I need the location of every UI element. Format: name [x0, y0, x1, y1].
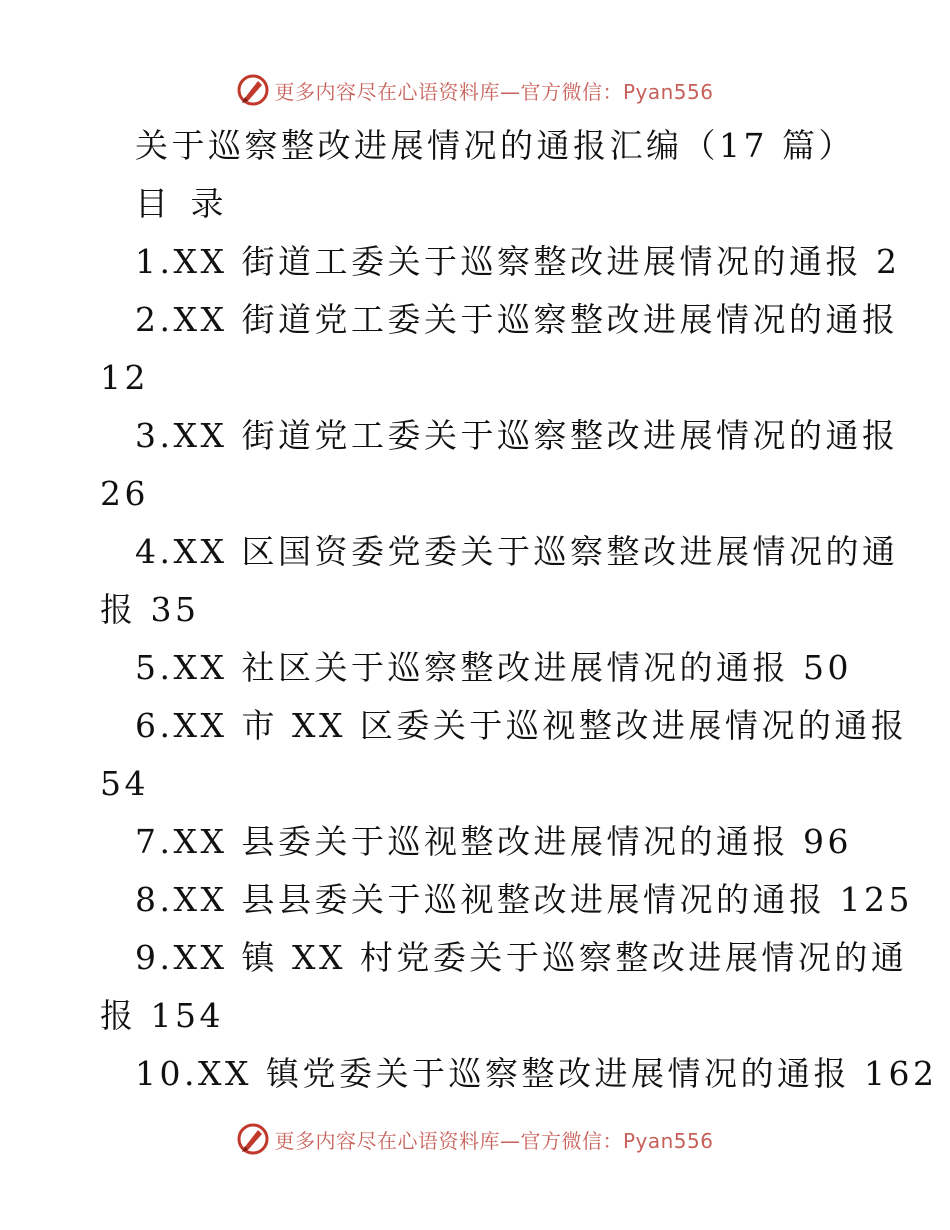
- toc-entry-6-page: 54: [100, 764, 149, 803]
- toc-entry-6: 6.XX 市 XX 区委关于巡视整改进展情况的通报: [135, 706, 908, 745]
- banner-text: 更多内容尽在心语资料库—官方微信：Pyan556: [274, 1128, 714, 1153]
- toc-entry-9: 9.XX 镇 XX 村党委关于巡察整改进展情况的通: [135, 938, 908, 977]
- pen-logo-icon: [236, 1122, 270, 1156]
- toc-entry-5: 5.XX 社区关于巡察整改进展情况的通报 50: [135, 648, 852, 687]
- toc-entry-3: 3.XX 街道党工委关于巡察整改进展情况的通报: [135, 416, 899, 455]
- header-banner: [0, 70, 950, 110]
- toc-entry-10: 10.XX 镇党委关于巡察整改进展情况的通报 162: [135, 1054, 938, 1093]
- toc-heading: 目 录: [135, 184, 230, 223]
- banner-text: 更多内容尽在心语资料库—官方微信：Pyan556: [274, 79, 714, 104]
- document-title: 关于巡察整改进展情况的通报汇编（17 篇）: [135, 126, 855, 165]
- toc-entry-4-page: 报 35: [100, 590, 200, 629]
- toc-entry-3-page: 26: [100, 474, 149, 513]
- toc-entry-1: 1.XX 街道工委关于巡察整改进展情况的通报 2: [135, 242, 901, 281]
- toc-entry-7: 7.XX 县委关于巡视整改进展情况的通报 96: [135, 822, 852, 861]
- toc-entry-2-page: 12: [100, 358, 149, 397]
- toc-entry-2: 2.XX 街道党工委关于巡察整改进展情况的通报: [135, 300, 899, 339]
- footer-banner: [0, 1119, 950, 1159]
- pen-logo-icon: [236, 73, 270, 107]
- toc-entry-9-page: 报 154: [100, 996, 224, 1035]
- toc-entry-8: 8.XX 县县委关于巡视整改进展情况的通报 125: [135, 880, 913, 919]
- toc-entry-4: 4.XX 区国资委党委关于巡察整改进展情况的通: [135, 532, 899, 571]
